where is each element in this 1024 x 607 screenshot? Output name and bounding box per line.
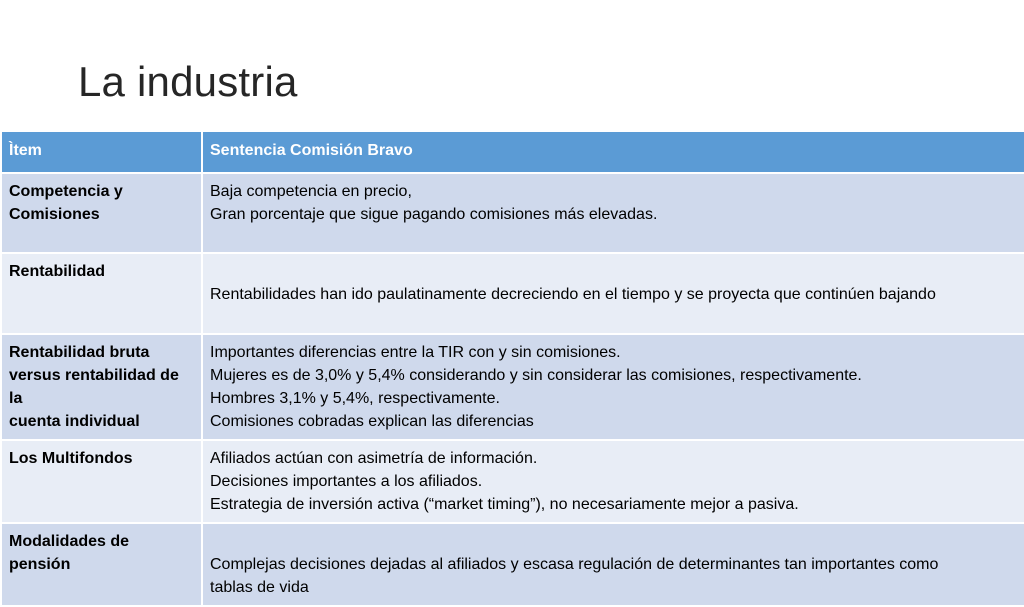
- row-item-cell: [1, 173, 202, 253]
- row-text-cell: [202, 253, 1024, 334]
- row-item-cell: [1, 334, 202, 440]
- comparison-table: [0, 130, 1024, 607]
- row-text-line: Mujeres es de 3,0% y 5,4% considerando y sin considerar las comisiones, respectivamente.: [210, 367, 862, 384]
- row-text-line: Gran porcentaje que sigue pagando comisiones más elevadas.: [210, 206, 658, 223]
- row-item-line: Los Multifondos: [9, 450, 133, 467]
- table-row: [1, 334, 1024, 440]
- row-text-line: tablas de vida: [210, 579, 309, 596]
- table-row: [1, 173, 1024, 253]
- row-item-cell: [1, 523, 202, 606]
- row-item-line: Rentabilidad: [9, 263, 106, 280]
- row-text-line: Hombres 3,1% y 5,4%, respectivamente.: [210, 390, 500, 407]
- row-text-cell: [202, 440, 1024, 523]
- row-text-cell: [202, 173, 1024, 253]
- row-text-line: Comisiones cobradas explican las diferencias: [210, 413, 534, 430]
- row-item-line: Competencia y: [9, 183, 123, 200]
- slide-title: La industria: [78, 58, 298, 105]
- row-text-cell: [202, 334, 1024, 440]
- row-item-line: versus rentabilidad de: [9, 367, 179, 384]
- row-item-line: la: [9, 390, 23, 407]
- row-item-line: Rentabilidad bruta: [9, 344, 150, 361]
- row-text-line: Afiliados actúan con asimetría de información.: [210, 450, 538, 467]
- table-row: [1, 440, 1024, 523]
- row-item-line: Modalidades de: [9, 533, 130, 550]
- row-text-cell: [202, 523, 1024, 606]
- header-item: Ìtem: [1, 131, 202, 173]
- row-item-cell: [1, 253, 202, 334]
- table-row: [1, 253, 1024, 334]
- row-item-line: cuenta individual: [9, 413, 140, 430]
- row-text-line: Estrategia de inversión activa (“market timing”), no necesariamente mejor a pasiva.: [210, 496, 799, 513]
- header-sentencia: Sentencia Comisión Bravo: [202, 131, 1024, 173]
- row-text-line: Rentabilidades han ido paulatinamente decreciendo en el tiempo y se proyecta que continúen bajando: [210, 286, 936, 303]
- row-text-line: Importantes diferencias entre la TIR con y sin comisiones.: [210, 344, 621, 361]
- row-text-line: Decisiones importantes a los afiliados.: [210, 473, 483, 490]
- row-item-cell: [1, 440, 202, 523]
- row-item-line: pensión: [9, 556, 71, 573]
- row-text-line: Complejas decisiones dejadas al afiliados y escasa regulación de determinantes tan importantes como: [210, 556, 939, 573]
- table-row: [1, 523, 1024, 606]
- row-item-line: Comisiones: [9, 206, 100, 223]
- table-header-row: [1, 131, 1024, 173]
- row-text-line: Baja competencia en precio,: [210, 183, 412, 200]
